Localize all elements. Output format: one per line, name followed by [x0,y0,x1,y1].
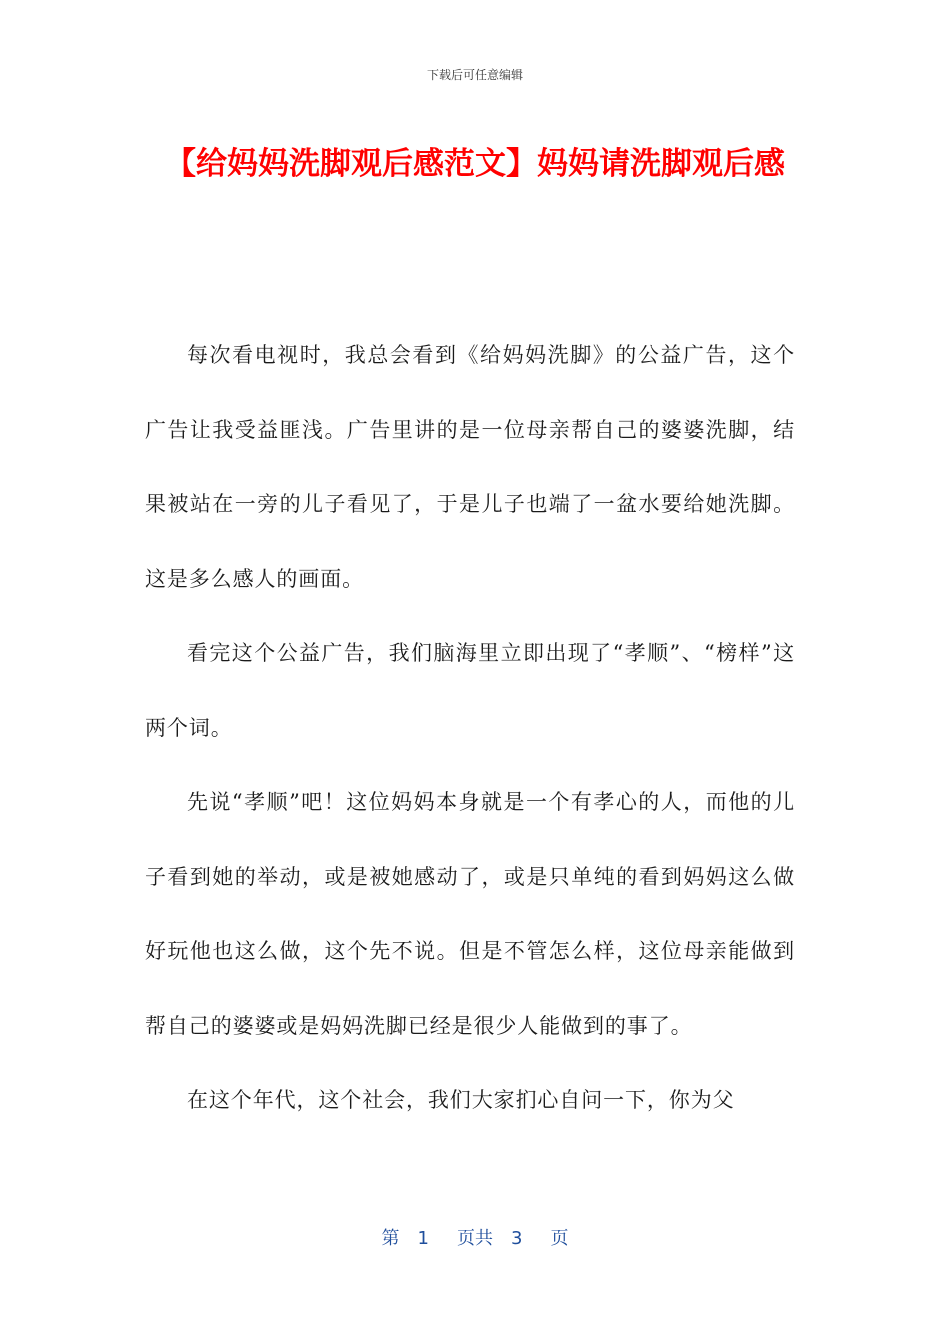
paragraph-3: 先说“孝顺”吧！这位妈妈本身就是一个有孝心的人，而他的儿子看到她的举动，或是被她感动了，或是只单纯的看到妈妈这么做好玩他也这么做，这个先不说。但是不管怎么样，这位母亲能做到帮自己的婆婆或是妈妈洗脚已经是很少人能做到的事了。 [145,790,795,1038]
document-body [145,318,795,1138]
footer-total-pages: 3 [511,1228,523,1249]
footer-label-page: 第 [381,1228,400,1249]
paragraph-2: 看完这个公益广告，我们脑海里立即出现了“孝顺”、“榜样”这两个词。 [145,641,795,740]
page-footer [0,1226,950,1252]
page-header-note: 下载后可任意编辑 [426,68,523,82]
paragraph-4: 在这个年代，这个社会，我们大家扪心自问一下，你为父 [187,1088,735,1112]
paragraph-1: 每次看电视时，我总会看到《给妈妈洗脚》的公益广告，这个广告让我受益匪浅。广告里讲的是一位母亲帮自己的婆婆洗脚，结果被站在一旁的儿子看见了，于是儿子也端了一盆水要给她洗脚。这是多么感人的画面。 [145,343,795,591]
footer-label-total-prefix: 页共 [457,1228,493,1249]
footer-label-total-suffix: 页 [550,1228,569,1249]
document-title: 【给妈妈洗脚观后感范文】妈妈请洗脚观后感 [165,146,785,182]
footer-current-page: 1 [417,1228,429,1249]
